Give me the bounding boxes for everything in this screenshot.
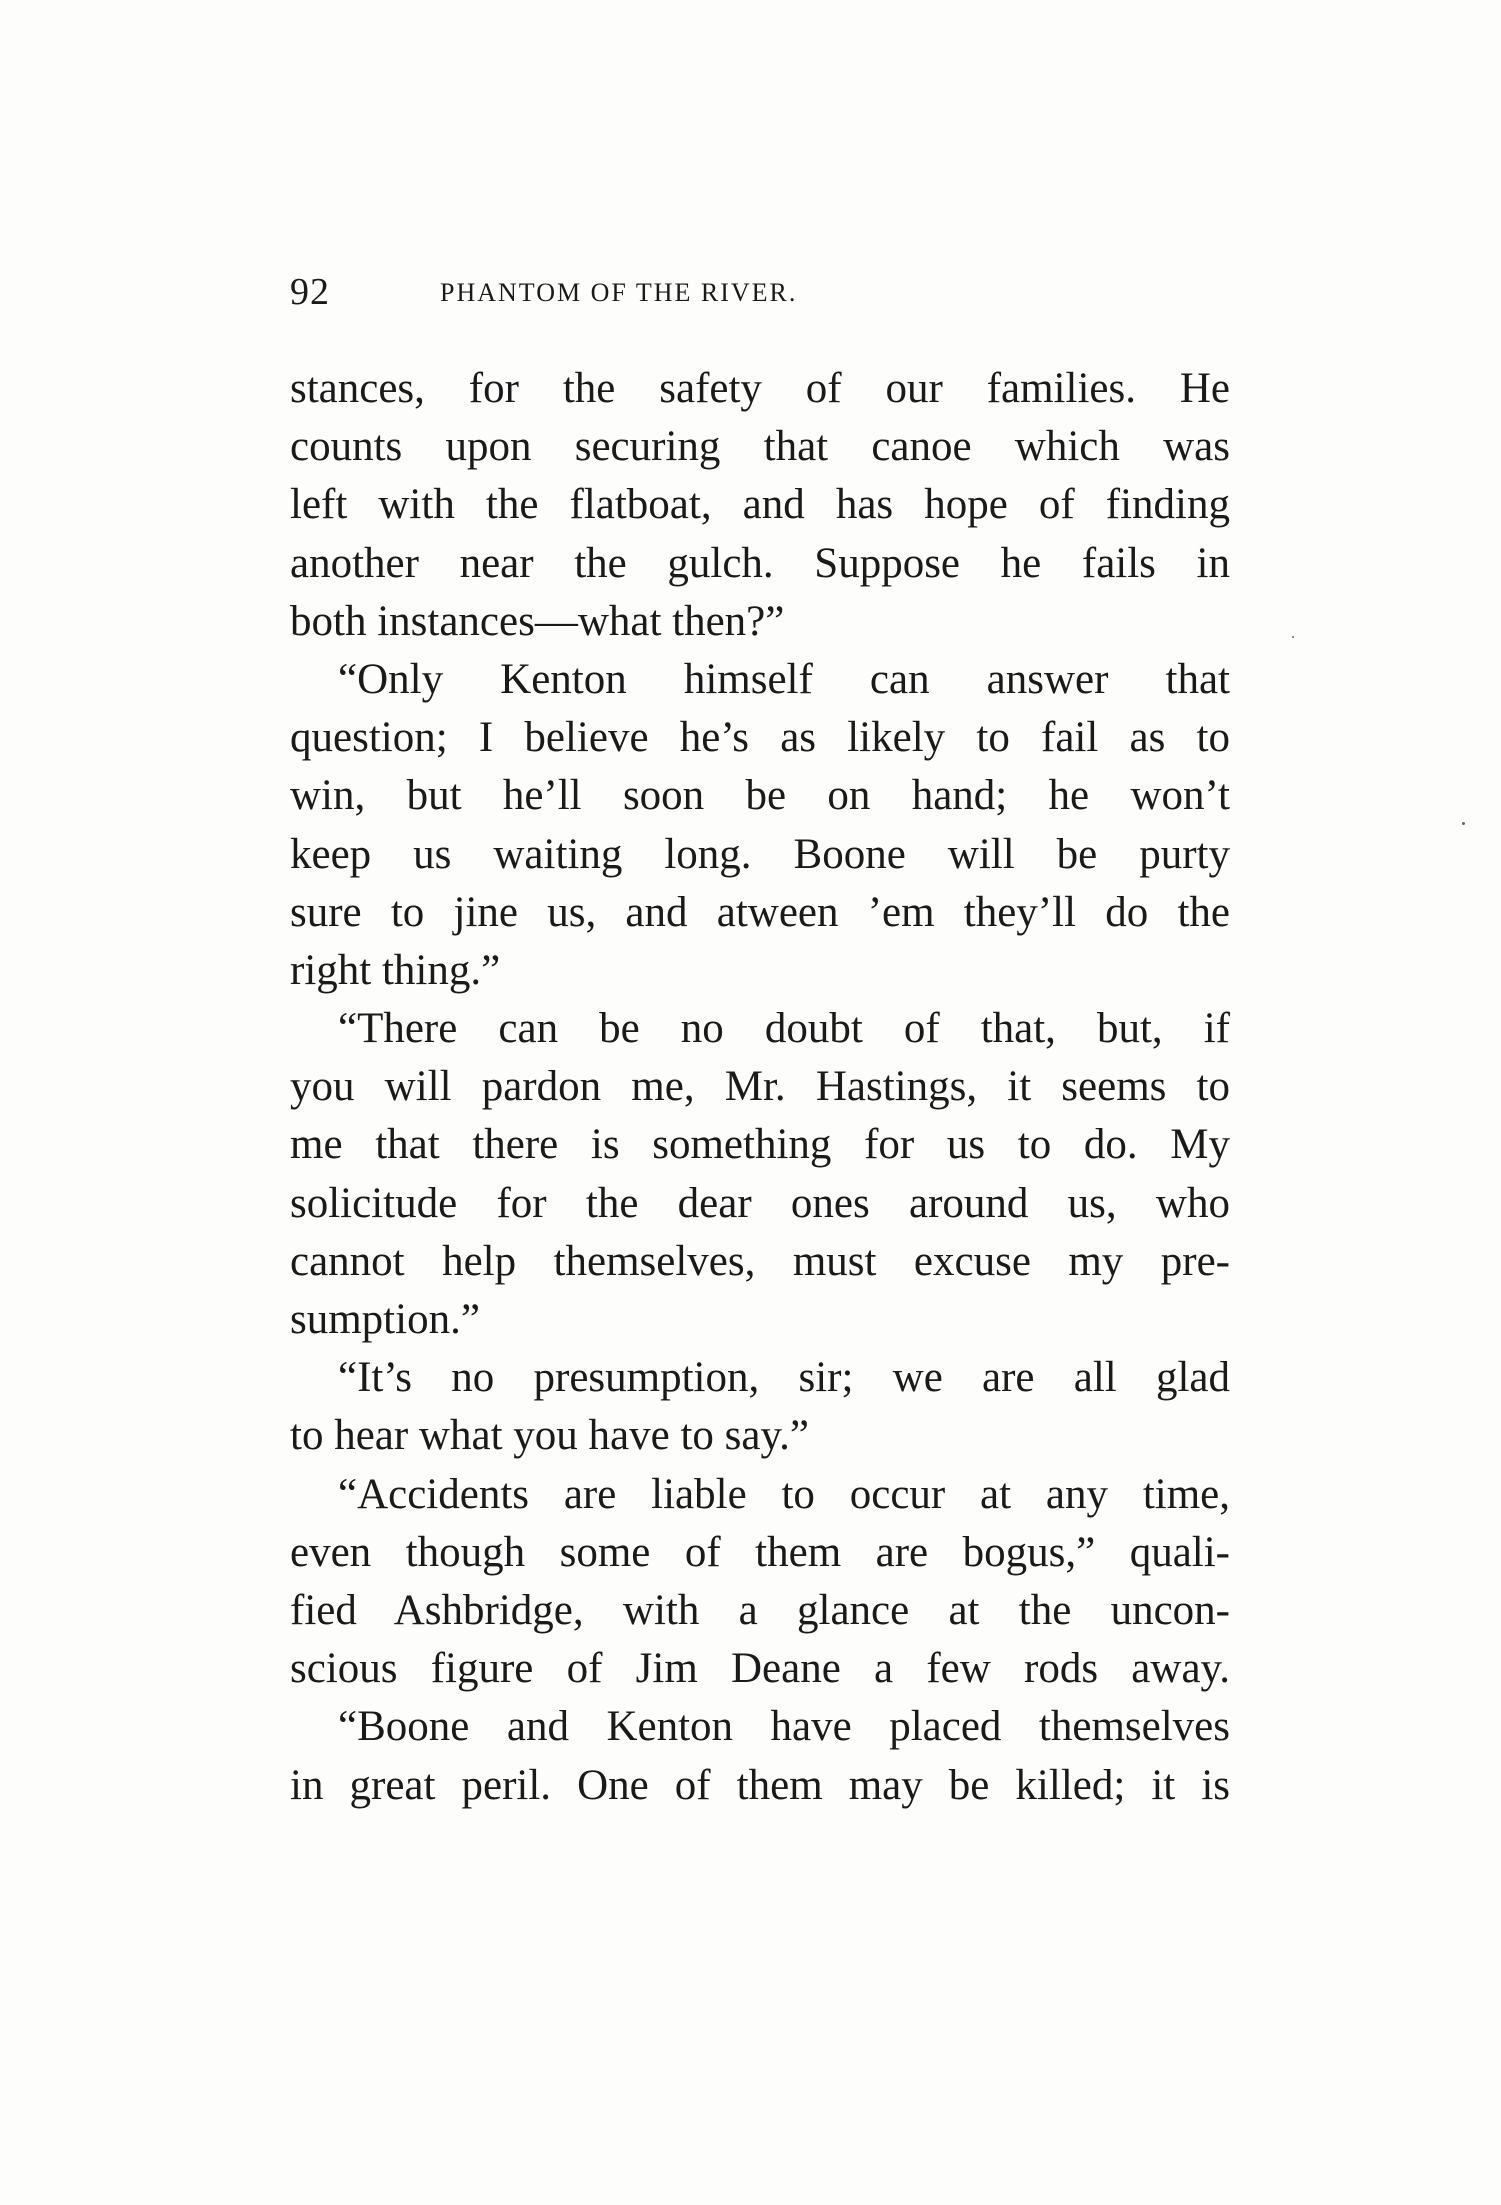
- text-line: even though some of them are bogus,” quali-: [290, 1528, 1230, 1576]
- text-line: “It’s no presumption, sir; we are all glad: [338, 1354, 1230, 1402]
- paper-speck: [1292, 636, 1294, 638]
- text-line: in great peril. One of them may be killed; it is: [290, 1761, 1230, 1809]
- text-line: “Accidents are liable to occur at any time,: [338, 1470, 1230, 1518]
- text-line: keep us waiting long. Boone will be purty: [290, 830, 1230, 878]
- text-line: “Only Kenton himself can answer that: [338, 655, 1230, 703]
- text-line: you will pardon me, Mr. Hastings, it seems to: [290, 1063, 1230, 1111]
- page-number: 92: [290, 271, 330, 313]
- text-line: fied Ashbridge, with a glance at the uncon-: [290, 1586, 1230, 1634]
- text-line: me that there is something for us to do. My: [290, 1121, 1230, 1169]
- paper-speck: [1462, 822, 1465, 825]
- text-line: solicitude for the dear ones around us, who: [290, 1179, 1230, 1227]
- text-line: win, but he’ll soon be on hand; he won’t: [290, 772, 1230, 820]
- text-line: scious figure of Jim Deane a few rods away.: [290, 1645, 1230, 1693]
- text-line: to hear what you have to say.”: [290, 1412, 810, 1460]
- text-line: right thing.”: [290, 946, 501, 994]
- text-line: both instances—what then?”: [290, 597, 785, 645]
- running-title: PHANTOM OF THE RIVER.: [440, 278, 798, 307]
- body-text: [290, 360, 1230, 1815]
- text-line: stances, for the safety of our families. He: [290, 365, 1230, 412]
- text-line: “There can be no doubt of that, but, if: [338, 1005, 1230, 1053]
- text-line: left with the flatboat, and has hope of finding: [290, 481, 1230, 529]
- text-line: question; I believe he’s as likely to fail as to: [290, 714, 1230, 762]
- text-line: “Boone and Kenton have placed themselves: [338, 1703, 1230, 1751]
- text-line: sure to jine us, and atween ’em they’ll do the: [290, 888, 1230, 936]
- text-line: counts upon securing that canoe which was: [290, 423, 1230, 471]
- text-line: another near the gulch. Suppose he fails in: [290, 539, 1230, 587]
- page-header: [290, 270, 1230, 320]
- text-line: sumption.”: [290, 1296, 480, 1343]
- text-line: cannot help themselves, must excuse my pre-: [290, 1237, 1230, 1285]
